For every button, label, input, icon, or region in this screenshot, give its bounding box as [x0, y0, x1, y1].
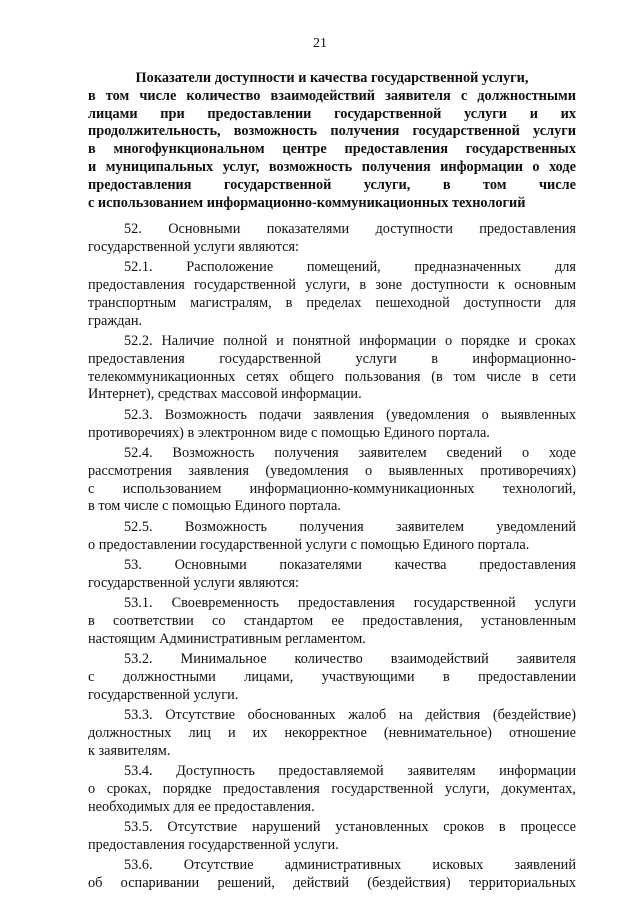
- text-line: государственной услуги являются:: [88, 238, 299, 255]
- text-line: предоставления государственной услуги.: [88, 836, 339, 853]
- text-line: 52.5. Возможность получения заявителем уведомлений: [124, 518, 576, 535]
- text-line: 53. Основными показателями качества предоставления: [124, 556, 576, 573]
- text-line: 53.4. Доступность предоставляемой заявителям информации: [124, 763, 576, 780]
- paragraph: [88, 819, 576, 855]
- text-line: с использованием информационно-коммуникационных технологий,: [88, 480, 576, 497]
- paragraph: [88, 221, 576, 257]
- text-line: в соответствии со стандартом ее предоставления, установленным: [88, 612, 576, 629]
- text-line: граждан.: [88, 312, 143, 329]
- text-line: с должностными лицами, участвующими в предоставлении: [88, 668, 576, 685]
- page-number: 21: [313, 36, 327, 51]
- text-line: 53.6. Отсутствие административных исковых заявлений: [124, 857, 576, 874]
- text-line: 53.1. Своевременность предоставления государственной услуги: [124, 595, 576, 612]
- heading-line: лицами при предоставлении государственной услуги и их: [88, 105, 576, 122]
- text-line: 52.1. Расположение помещений, предназначенных для: [124, 259, 576, 276]
- text-line: предоставления государственной услуги, в зоне доступности к основным: [88, 276, 576, 293]
- paragraph: [88, 707, 576, 760]
- text-line: 53.5. Отсутствие нарушений установленных сроков в процессе: [124, 819, 576, 836]
- text-line: к заявителям.: [88, 742, 171, 759]
- text-line: государственной услуги являются:: [88, 574, 299, 591]
- text-line: 52.3. Возможность подачи заявления (уведомления о выявленных: [124, 406, 576, 423]
- paragraph: [88, 259, 576, 330]
- text-line: 52.4. Возможность получения заявителем сведений о ходе: [124, 444, 576, 461]
- paragraph: [88, 595, 576, 648]
- text-line: 52. Основными показателями доступности предоставления: [124, 221, 576, 237]
- paragraph: [88, 857, 576, 893]
- text-line: должностных лиц и их некорректное (невнимательное) отношение: [88, 724, 576, 741]
- heading-line: и муниципальных услуг, возможность получения информации о ходе: [88, 158, 576, 175]
- paragraph: [88, 651, 576, 704]
- text-line: в том числе с помощью Единого портала.: [88, 498, 341, 515]
- text-line: предоставления государственной услуги в информационно-: [88, 350, 576, 367]
- text-line: 53.3. Отсутствие обоснованных жалоб на действия (бездействие): [124, 707, 576, 724]
- text-line: государственной услуги.: [88, 686, 239, 703]
- paragraph: [88, 763, 576, 816]
- text-line: необходимых для ее предоставления.: [88, 798, 315, 815]
- paragraph: [88, 407, 576, 443]
- text-line: о сроках, порядке предоставления государственной услуги, документах,: [88, 780, 576, 797]
- paragraph: [88, 519, 576, 555]
- text-line: Интернет), средствах массовой информации.: [88, 386, 362, 403]
- text-line: об оспаривании решений, действий (бездействия) территориальных: [88, 875, 576, 892]
- text-line: противоречиях) в электронном виде с помощью Единого портала.: [88, 424, 490, 441]
- section-heading: [88, 70, 576, 212]
- body-text: [88, 221, 576, 895]
- heading-line: предоставления государственной услуги, в том числе: [88, 176, 576, 193]
- text-line: телекоммуникационных сетях общего пользования (в том числе в сети: [88, 368, 576, 385]
- paragraph: [88, 445, 576, 516]
- text-line: рассмотрения заявления (уведомления о выявленных противоречиях): [88, 462, 576, 479]
- text-line: о предоставлении государственной услуги с помощью Единого портала.: [88, 536, 530, 553]
- heading-line: Показатели доступности и качества государственной услуги,: [135, 70, 529, 86]
- heading-line: с использованием информационно-коммуникационных технологий: [88, 194, 526, 211]
- text-line: 52.2. Наличие полной и понятной информации о порядке и сроках: [124, 332, 576, 349]
- paragraph: [88, 557, 576, 593]
- text-line: настоящим Административным регламентом.: [88, 630, 366, 647]
- text-line: 53.2. Минимальное количество взаимодействий заявителя: [124, 651, 576, 668]
- heading-line: продолжительность, возможность получения государственной услуги: [88, 123, 576, 140]
- paragraph: [88, 333, 576, 404]
- text-line: транспортным магистралям, в пределах пешеходной доступности для: [88, 294, 576, 311]
- heading-line: в многофункциональном центре предоставления государственных: [88, 141, 576, 158]
- heading-line: в том числе количество взаимодействий заявителя с должностными: [88, 87, 576, 104]
